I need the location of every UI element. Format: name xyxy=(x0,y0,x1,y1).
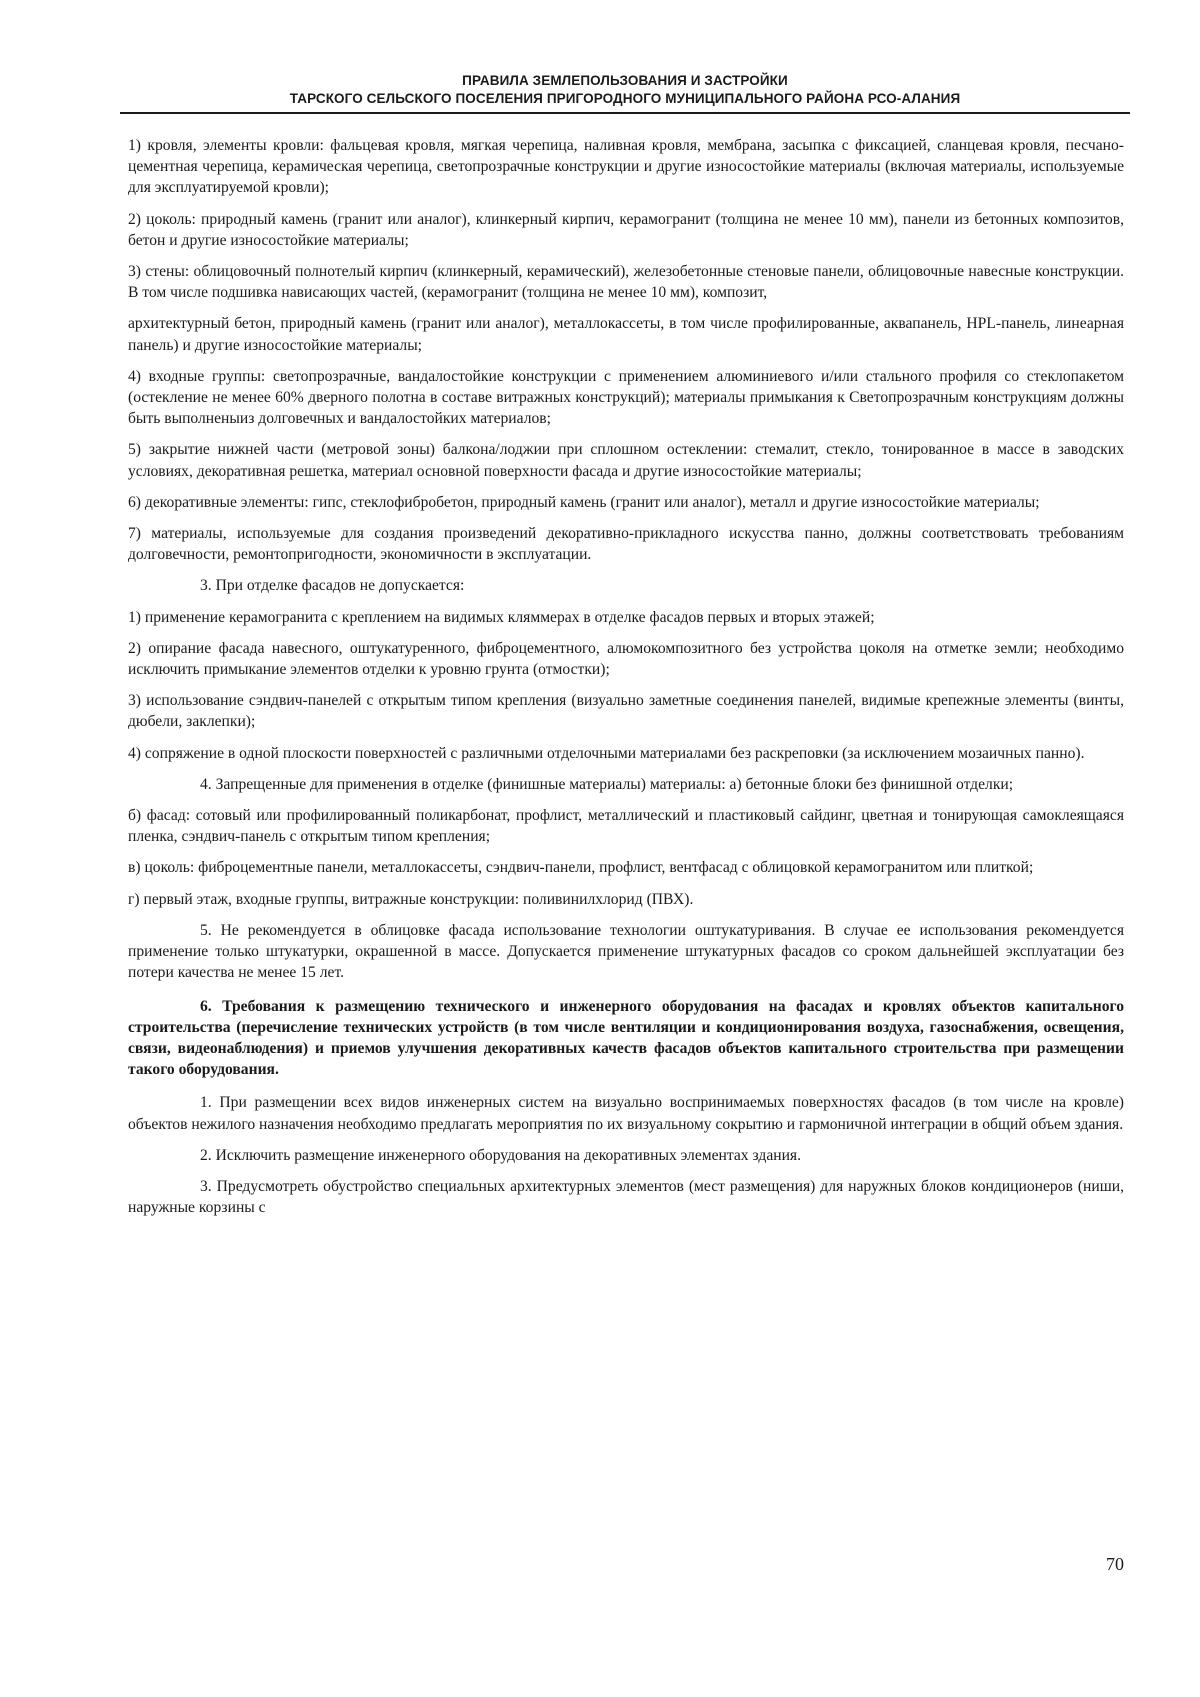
paragraph: б) фасад: сотовый или профилированный поликарбонат, профлист, металлический и пластиковый сайдинг, цветная и тонирующая самоклеящаяся пленка, сэндвич-панель с открытым типом крепления; xyxy=(128,807,1124,846)
section-item: 2. Исключить размещение инженерного оборудования на декоративных элементах здания. xyxy=(200,1146,801,1164)
paragraph: 1) применение керамогранита с креплением на видимых кляммерах в отделке фасадов первых и вторых этажей; xyxy=(128,608,875,626)
header-title-line-1: ПРАВИЛА ЗЕМЛЕПОЛЬЗОВАНИЯ И ЗАСТРОЙКИ xyxy=(462,73,788,88)
page-header xyxy=(120,72,1130,114)
paragraph: г) первый этаж, входные группы, витражные конструкции: поливинилхлорид (ПВХ). xyxy=(128,890,694,908)
paragraph: 4) входные группы: светопрозрачные, вандалостойкие конструкции с применением алюминиевого и/или стального профиля со стеклопакетом (остекление не менее 60% дверного полотна в составе витражных конструкций); материалы примыкания к Светопрозрачным конструкциям должны быть выполненыиз долговечных и вандалостойких материалов; xyxy=(128,367,1124,428)
section-item: 1. При размещении всех видов инженерных систем на визуально воспринимаемых поверхностях фасадов (в том числе на кровле) объектов нежилого назначения необходимо предлагать мероприятия по их визуальному сокрытию и гармоничной интеграции в общий объем здания. xyxy=(128,1094,1124,1133)
paragraph: 2) цоколь: природный камень (гранит или аналог), клинкерный кирпич, керамогранит (толщина не менее 10 мм), панели из бетонных композитов, бетон и другие износостойкие материалы; xyxy=(128,210,1124,249)
paragraph: 5) закрытие нижней части (метровой зоны) балкона/лоджии при сплошном остеклении: стемалит, стекло, тонированное в массе в заводских условиях, декоративная решетка, материал основной поверхности фасада и другие износостойкие материалы; xyxy=(128,441,1124,480)
paragraph: в) цоколь: фиброцементные панели, металлокассеты, сэндвич-панели, профлист, вентфасад с облицовкой керамогранитом или плиткой; xyxy=(128,859,1034,877)
document-body xyxy=(128,135,1124,1228)
section-heading: 6. Требования к размещению технического и инженерного оборудования на фасадах и кровлях объектов капитального строительства (перечисление технических устройств (в том числе вентиляции и кондиционирования воздуха, газоснабжения, освещения, связи, видеонаблюдения) и приемов улучшения декоративных качеств фасадов объектов капитального строительства при размещении такого оборудования. xyxy=(128,997,1124,1079)
paragraph: 3) использование сэндвич-панелей с открытым типом крепления (визуально заметные соединения панелей, видимые крепежные элементы (винты, дюбели, заклепки); xyxy=(128,692,1124,731)
header-title-line-2: ТАРСКОГО СЕЛЬСКОГО ПОСЕЛЕНИЯ ПРИГОРОДНОГО МУНИЦИПАЛЬНОГО РАЙОНА РСО-АЛАНИЯ xyxy=(289,91,961,106)
paragraph: 3) стены: облицовочный полнотелый кирпич (клинкерный, керамический), железобетонные стеновые панели, облицовочные навесные конструкции. В том числе подшивка нависающих частей, (керамогранит (толщина не менее 10 мм), композит, xyxy=(128,263,1124,302)
paragraph: 4) сопряжение в одной плоскости поверхностей с различными отделочными материалами без раскреповки (за исключением мозаичных панно). xyxy=(128,744,1085,762)
page-number: 70 xyxy=(1106,1554,1124,1574)
section-item: 3. При отделке фасадов не допускается: xyxy=(200,577,465,595)
section-item: 4. Запрещенные для применения в отделке (финишные материалы) материалы: а) бетонные блоки без финишной отделки; xyxy=(200,775,1014,793)
paragraph: 2) опирание фасада навесного, оштукатуренного, фиброцементного, алюмокомпозитного без устройства цоколя на отметке земли; необходимо исключить примыкание элементов отделки к уровню грунта (отмостки); xyxy=(128,639,1124,679)
paragraph: 7) материалы, используемые для создания произведений декоративно-прикладного искусства панно, должны соответствовать требованиям долговечности, ремонтопригодности, экономичности в эксплуатации. xyxy=(128,525,1124,564)
section-item: 5. Не рекомендуется в облицовке фасада использование технологии оштукатуривания. В случае ее использования рекомендуется применение только штукатурки, окрашенной в массе. Допускается применение штукатурных фасадов со сроком дальнейшей эксплуатации без потери качества не менее 15 лет. xyxy=(128,921,1124,982)
section-item: 3. Предусмотреть обустройство специальных архитектурных элементов (мест размещения) для наружных блоков кондиционеров (ниши, наружные корзины с xyxy=(128,1177,1124,1217)
paragraph: 1) кровля, элементы кровли: фальцевая кровля, мягкая черепица, наливная кровля, мембрана, засыпка с фиксацией, сланцевая кровля, песчано-цементная черепица, керамическая черепица, светопрозрачные конструкции и другие износостойкие материалы (включая материалы, используемые для эксплуатируемой кровли); xyxy=(128,137,1124,197)
paragraph: 6) декоративные элементы: гипс, стеклофибробетон, природный камень (гранит или аналог), металл и другие износостойкие материалы; xyxy=(128,493,1040,511)
paragraph: архитектурный бетон, природный камень (гранит или аналог), металлокассеты, в том числе профилированные, аквапанель, HPL-панель, линеарная панель) и другие износостойкие материалы; xyxy=(128,315,1124,354)
